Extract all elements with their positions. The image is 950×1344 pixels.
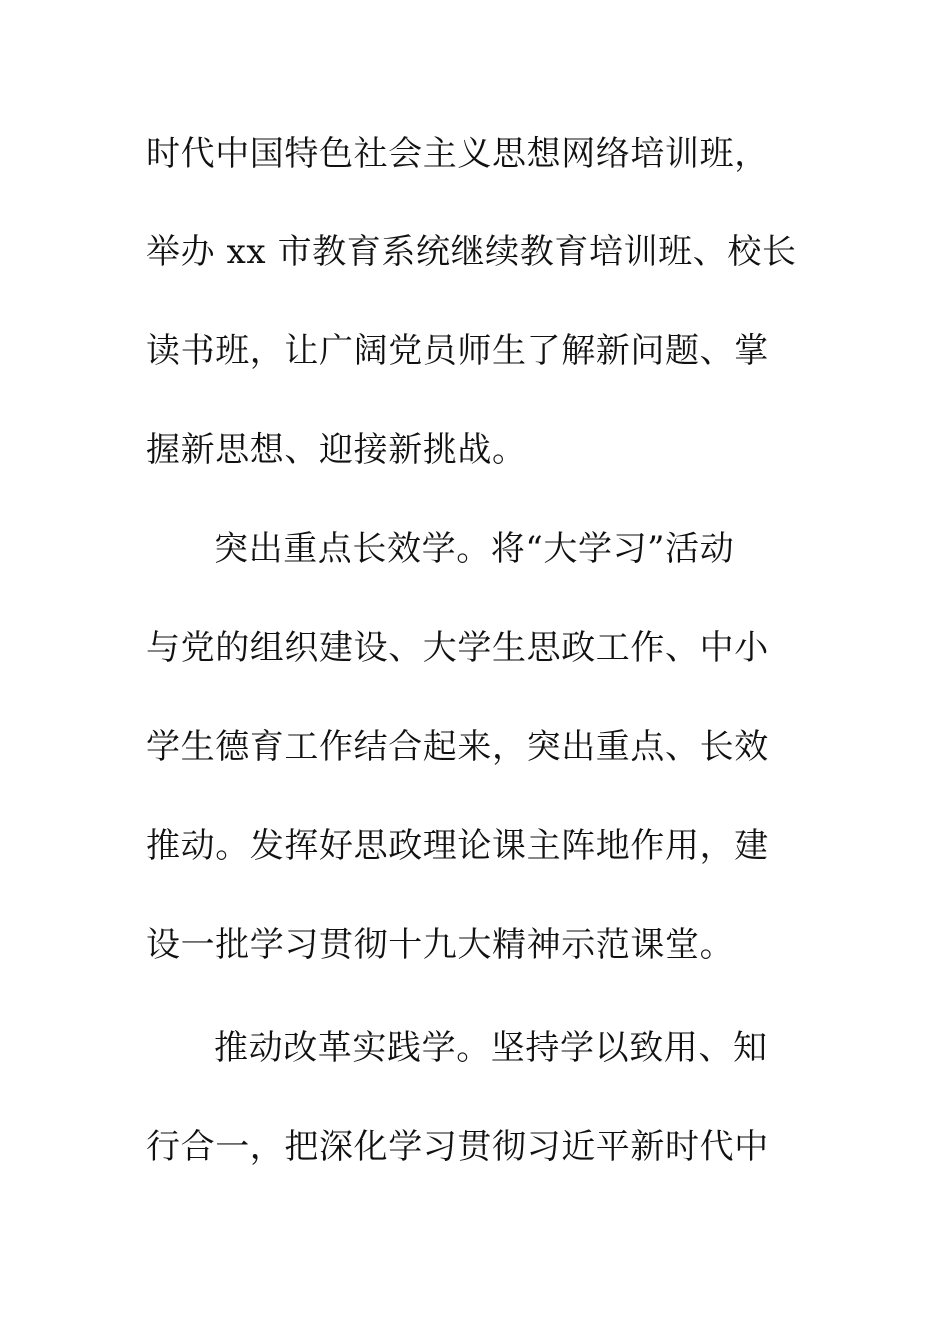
text-line: 读书班，让广阔党员师生了解新问题、掌 <box>146 331 769 371</box>
text-line: 设一批学习贯彻十九大精神示范课堂。 <box>146 925 735 965</box>
text-line: 握新思想、迎接新挑战。 <box>146 430 527 470</box>
text-line: 学生德育工作结合起来，突出重点、长效 <box>146 727 769 767</box>
text-line: 行合一，把深化学习贯彻习近平新时代中 <box>146 1127 769 1167</box>
paragraph-first-line: 突出重点长效学。将“大学习”活动 <box>214 529 735 569</box>
text-line: 推动。发挥好思政理论课主阵地作用，建 <box>146 826 769 866</box>
text-line: 时代中国特色社会主义思想网络培训班， <box>146 134 769 174</box>
text-line: 与党的组织建设、大学生思政工作、中小 <box>146 628 769 668</box>
paragraph-first-line: 推动改革实践学。坚持学以致用、知 <box>214 1028 768 1068</box>
text-line: 举办 xx 市教育系统继续教育培训班、校长 <box>146 232 797 272</box>
